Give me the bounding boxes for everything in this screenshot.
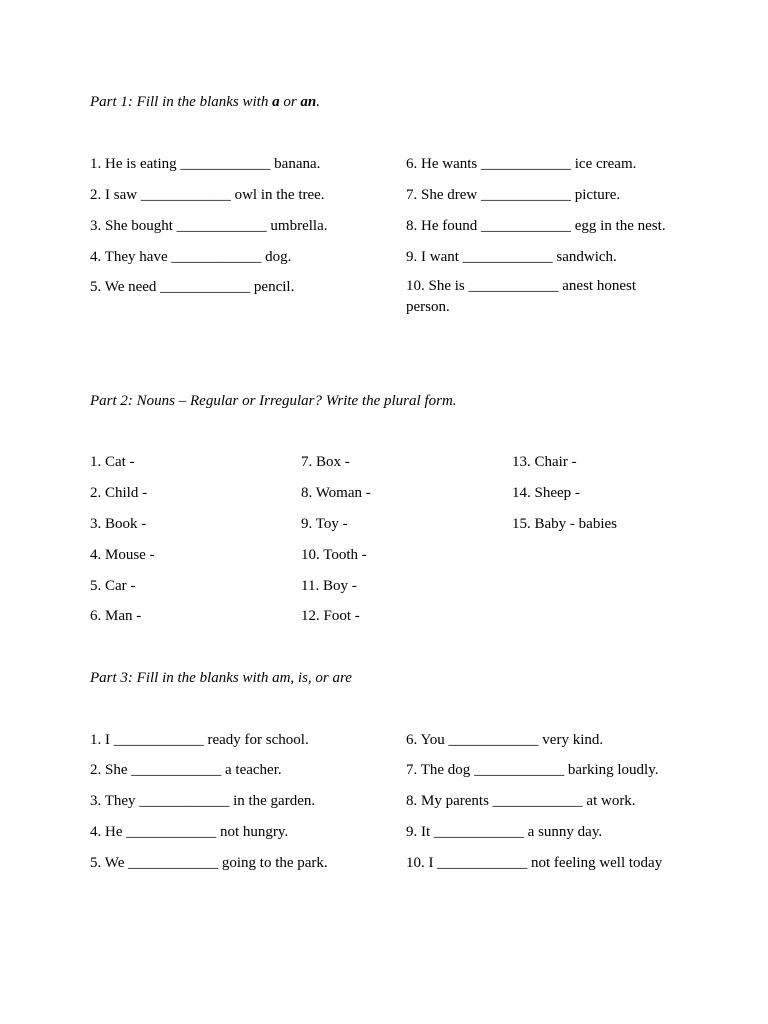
part3-question-1: 1. I ____________ ready for school. (90, 732, 309, 748)
part3-question-10: 10. I ____________ not feeling well today (406, 855, 663, 871)
part1-title-an: an (300, 94, 317, 110)
answer-blank[interactable]: ____________ (437, 855, 528, 871)
part1-question-10: 10. She is ____________ anest honest person. (406, 278, 636, 315)
answer-blank[interactable]: ____________ (433, 824, 524, 840)
noun-item-5: 5. Car - (90, 578, 136, 594)
part3-question-9: 9. It ____________ a sunny day. (406, 824, 603, 840)
answer-blank[interactable]: ____________ (160, 279, 251, 295)
noun-item-1: 1. Cat - (90, 454, 135, 470)
noun-item-13: 13. Chair - (512, 454, 577, 470)
part1-question-6: 6. He wants ____________ ice cream. (406, 156, 637, 172)
noun-item-15: 15. Baby - babies (512, 516, 617, 532)
answer-blank[interactable]: ____________ (171, 249, 262, 265)
part3-title: Part 3: Fill in the blanks with am, is, or are (90, 670, 352, 686)
part1-question-2: 2. I saw ____________ owl in the tree. (90, 187, 325, 203)
part3-question-3: 3. They ____________ in the garden. (90, 793, 316, 809)
part1-question-3: 3. She bought ____________ umbrella. (90, 218, 328, 234)
part1-title-a: a (272, 94, 280, 110)
part3-question-7: 7. The dog ____________ barking loudly. (406, 762, 659, 778)
part3-question-2: 2. She ____________ a teacher. (90, 762, 282, 778)
noun-item-14: 14. Sheep - (512, 485, 580, 501)
part3-question-6: 6. You ____________ very kind. (406, 732, 604, 748)
part1-question-1: 1. He is eating ____________ banana. (90, 156, 321, 172)
part1-question-8: 8. He found ____________ egg in the nest. (406, 218, 666, 234)
answer-blank[interactable]: ____________ (481, 156, 571, 172)
answer-blank[interactable]: ____________ (131, 762, 222, 778)
answer-blank[interactable]: ____________ (113, 732, 204, 748)
answer-blank[interactable]: ____________ (126, 824, 217, 840)
answer-blank[interactable]: ____________ (462, 249, 553, 265)
noun-item-12: 12. Foot - (301, 608, 360, 624)
answer-blank[interactable]: ____________ (492, 793, 583, 809)
noun-item-9: 9. Toy - (301, 516, 348, 532)
noun-item-10: 10. Tooth - (301, 547, 367, 563)
part1-question-9: 9. I want ____________ sandwich. (406, 249, 617, 265)
noun-item-11: 11. Boy - (301, 578, 357, 594)
part1-title: Part 1: Fill in the blanks with a or an. (90, 94, 321, 110)
answer-blank[interactable]: ____________ (481, 218, 571, 234)
answer-blank[interactable]: ____________ (128, 855, 219, 871)
part3-question-5: 5. We ____________ going to the park. (90, 855, 328, 871)
answer-blank[interactable]: ____________ (481, 187, 571, 203)
answer-blank[interactable]: ____________ (448, 732, 539, 748)
noun-item-2: 2. Child - (90, 485, 148, 501)
answer-blank[interactable]: ____________ (176, 218, 267, 234)
noun-item-4: 4. Mouse - (90, 547, 155, 563)
noun-item-7: 7. Box - (301, 454, 350, 470)
part2-title: Part 2: Nouns – Regular or Irregular? Write the plural form. (90, 393, 457, 409)
part1-question-5: 5. We need ____________ pencil. (90, 279, 295, 295)
answer-blank[interactable]: ____________ (139, 793, 230, 809)
noun-item-8: 8. Woman - (301, 485, 371, 501)
answer-blank[interactable]: ____________ (180, 156, 271, 172)
answer-blank[interactable]: ____________ (140, 187, 231, 203)
part3-question-8: 8. My parents ____________ at work. (406, 793, 636, 809)
part1-question-4: 4. They have ____________ dog. (90, 249, 292, 265)
noun-item-3: 3. Book - (90, 516, 147, 532)
part1-question-7: 7. She drew ____________ picture. (406, 187, 621, 203)
answer-blank[interactable]: ____________ (474, 762, 565, 778)
answer-blank[interactable]: ____________ (468, 278, 559, 294)
noun-item-6: 6. Man - (90, 608, 142, 624)
part3-question-4: 4. He ____________ not hungry. (90, 824, 289, 840)
